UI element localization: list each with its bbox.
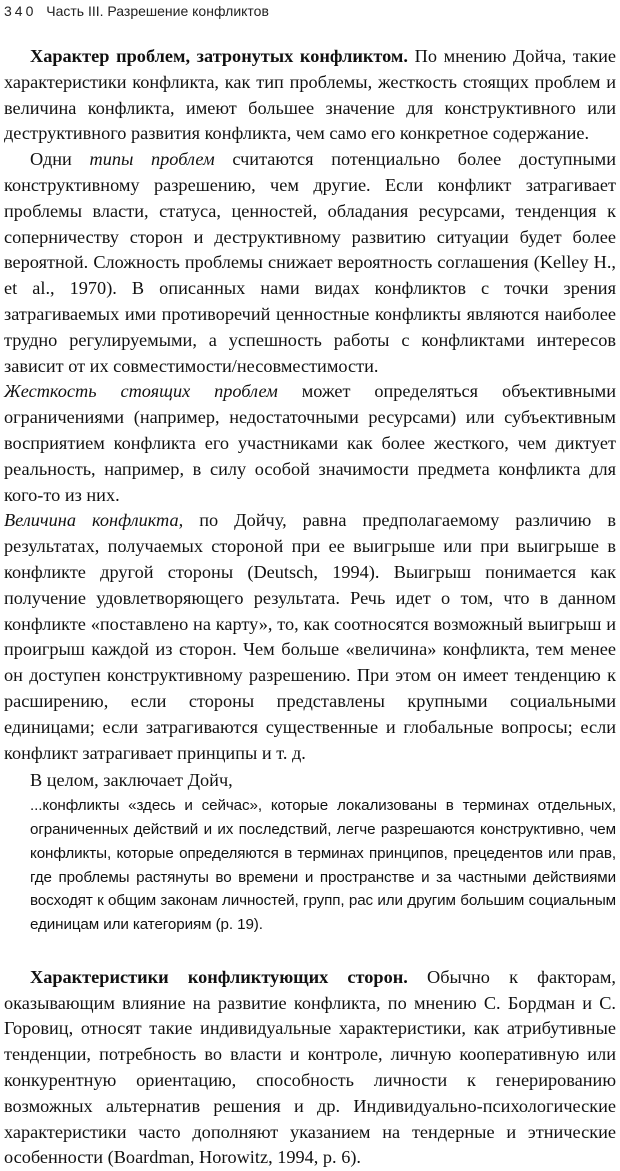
section-heading-problems: Характер проблем, затронутых конфликтом. <box>30 46 408 66</box>
rigidity-paragraph <box>4 379 616 508</box>
problem-types-term: типы проблем <box>89 149 215 170</box>
problem-types-text: считаются потенциально более доступными конструктивному разрешению, чем другие. Если конфликт затрагивает проблемы власти, статуса, ценностей, обладания ресурсами, тенденция к соперничеству сторон и деструктивному развитию ситуации будет более вероятной. Сложность проблемы снижает вероятность соглашения (Kelley H., et al., 1970). В описанных нами видах конфликтов с точки зрения затрагиваемых ими противоречий ценностные конфликты являются наиболее трудно регулируемыми, а успешность работы с конфликтами интересов зависит от их совместимости/несовместимости. <box>4 149 617 376</box>
rigidity-text: может определяться объективными ограничениями (например, недостаточными ресурсами) или субъективным восприятием конфликта его участниками как более жесткого, чем диктует реальность, например, в силу особой значимости предмета конфликта для кого-то из них. <box>4 381 616 505</box>
section-problems-text: По мнению Дойча, такие характеристики конфликта, как тип проблемы, жесткость стоящих проблем и величина конфликта, имеют большее значение для конструктивного или деструктивного развития конфликта, чем само его конкретное содержание. <box>4 46 617 144</box>
section-heading-parties: Характеристики конфликтующих сторон. <box>30 966 408 987</box>
section-parties-paragraph <box>4 965 616 1171</box>
problem-types-lead: Одни <box>30 149 90 170</box>
spacer <box>4 937 616 965</box>
page-body <box>4 44 616 1171</box>
section-parties-text: Обычно к факторам, оказывающим влияние на развитие конфликта, по мнению С. Бордман и С. Горовиц, относят такие индивидуальные характеристики, как атрибутивные тенденции, потребность во власти и контроле, личную кооперативную или конкурентную ориентацию, способность личности к генерированию возможных альтернатив решения и др. Индивидуально-психологические характеристики часто дополняют указанием на тендерные и этнические особенности (Boardman, Horowitz, 1994, p. 6). <box>4 966 616 1168</box>
magnitude-paragraph <box>4 508 616 766</box>
problem-types-paragraph <box>4 147 616 379</box>
running-title: Часть III. Разрешение конфликтов <box>46 3 269 19</box>
running-header <box>4 2 269 20</box>
rigidity-term: Жесткость стоящих проблем <box>4 381 278 402</box>
magnitude-term: Величина конфликта, <box>4 510 184 531</box>
section-problems-paragraph <box>4 44 616 147</box>
block-quote: ...конфликты «здесь и сейчас», которые локализованы в терминах отдельных, ограниченных действий и их последствий, легче разрешаются конструктивно, чем конфликты, которые определяются в терминах принципов, прецедентов или прав, где проблемы растянуты во времени и пространстве и за частными действиями восходят к общим законам личностей, групп, рас или другим большим социальным единицам или категориям (р. 19). <box>30 797 616 934</box>
page-number: 340 <box>4 3 37 19</box>
magnitude-text: по Дойчу, равна предполагаемому различию в результатах, получаемых стороной при ее выигрыше или при выигрыше в конфликте другой стороны (Deutsch, 1994). Выигрыш понимается как получение удовлетворяющего результата. Речь идет о том, что в данном конфликте «поставлено на карту», то, как соотносятся возможный выигрыш и проигрыш каждой из сторон. Чем больше «величина» конфликта, тем менее он доступен конструктивному разрешению. При этом он имеет тенденцию к расширению, если стороны представлены крупными социальными единицами; если затрагиваются существенные и глобальные вопросы; если конфликт затрагивает принципы и т. д. <box>4 510 616 763</box>
quote-intro: В целом, заключает Дойч, <box>30 770 233 791</box>
